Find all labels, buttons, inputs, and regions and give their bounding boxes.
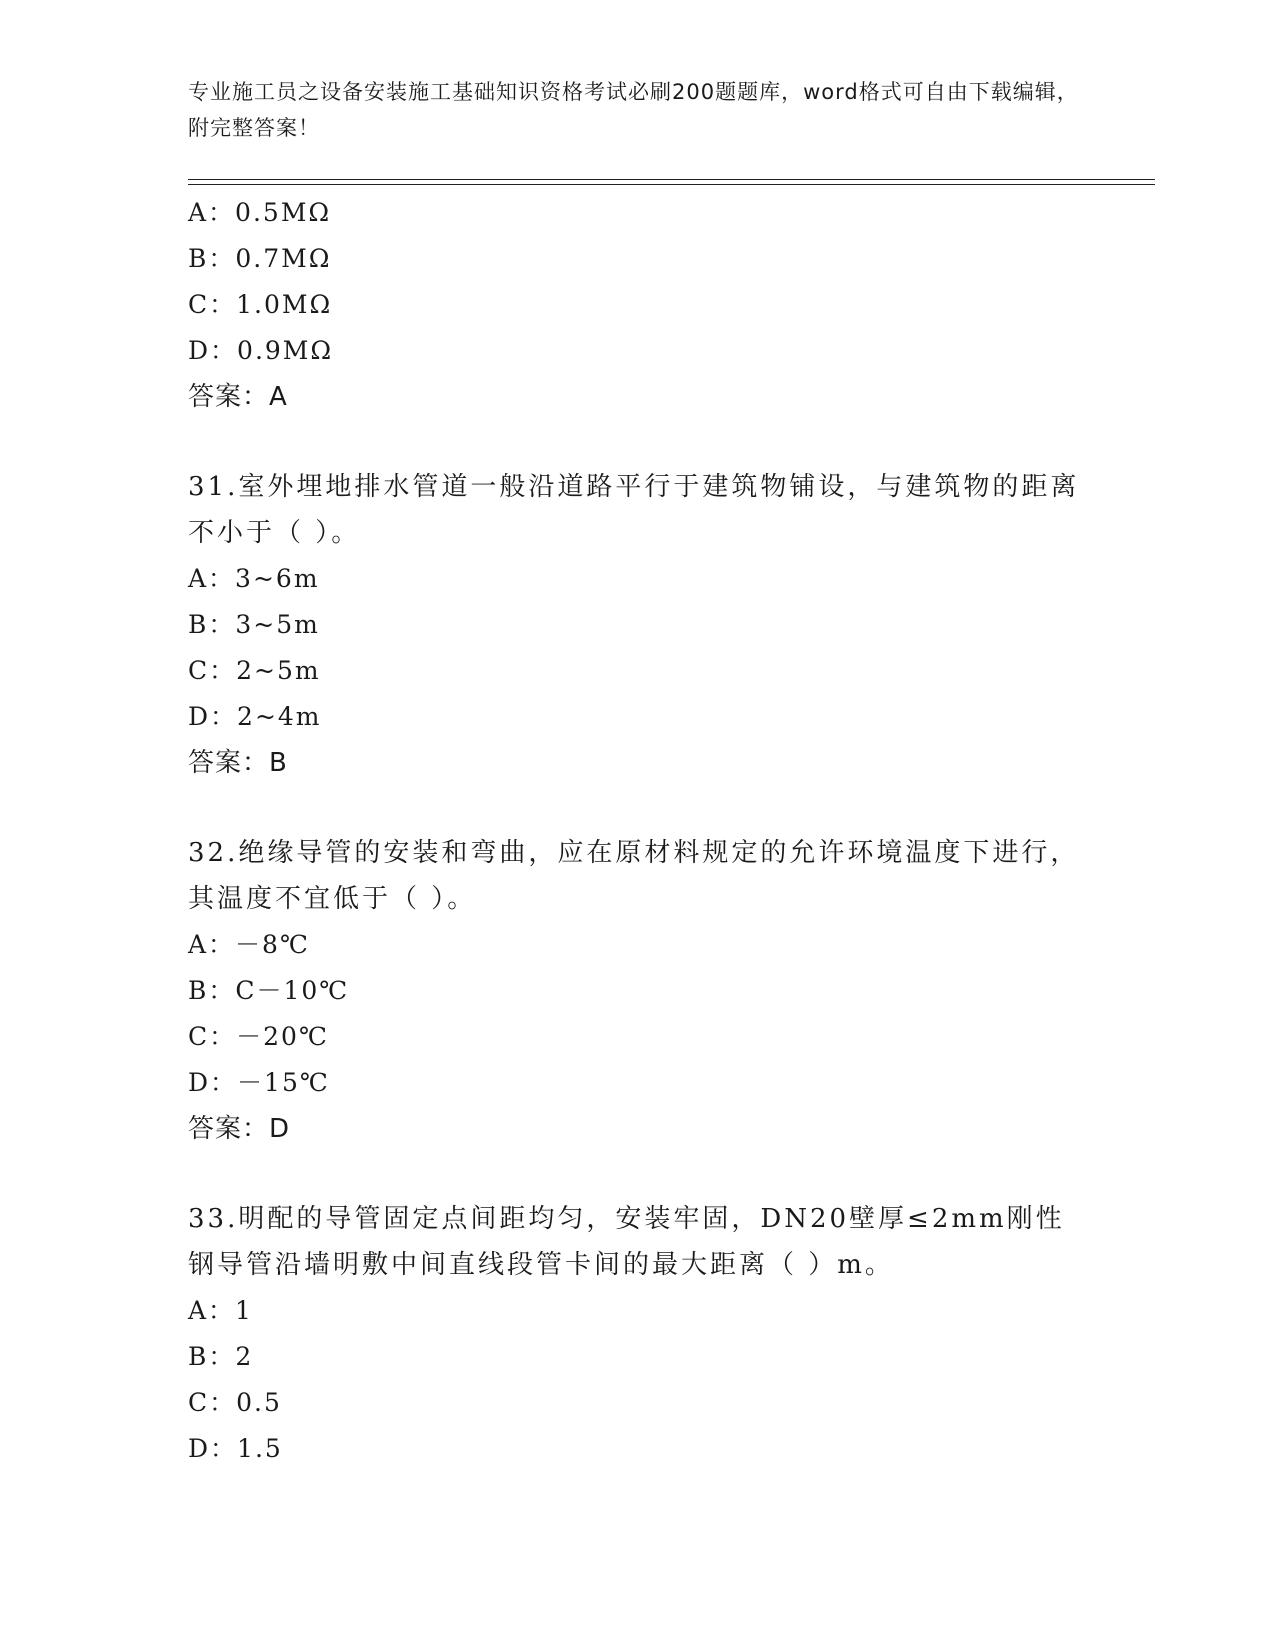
option-d: D：－15℃: [188, 1068, 330, 1097]
answer-text: 答案：B: [188, 748, 288, 778]
question-block-32: [188, 830, 1088, 1152]
option-a: A：－8℃: [188, 930, 310, 959]
answer-text: 答案：A: [188, 382, 288, 412]
option-d: D：1.5: [188, 1434, 283, 1463]
option-a: A：0.5MΩ: [188, 198, 332, 227]
question-text: 31.室外埋地排水管道一般沿道路平行于建筑物铺设，与建筑物的距离不小于（ ）。: [188, 472, 1080, 548]
question-text: 32.绝缘导管的安装和弯曲，应在原材料规定的允许环境温度下进行，其温度不宜低于（ ）。: [188, 838, 1080, 914]
option-d: D：0.9MΩ: [188, 336, 334, 365]
option-c: C：1.0MΩ: [188, 290, 333, 319]
document-header: 专业施工员之设备安装施工基础知识资格考试必刷200题题库，word格式可自由下载编辑，附完整答案！: [188, 80, 1079, 140]
option-b: B：3~5m: [188, 610, 320, 639]
question-block-31: [188, 464, 1088, 786]
option-c: C：2~5m: [188, 656, 321, 685]
option-c: C：0.5: [188, 1388, 282, 1417]
question-text: 33.明配的导管固定点间距均匀，安装牢固，DN20壁厚≤2mm刚性钢导管沿墙明敷中间直线段管卡间的最大距离（ ）m。: [188, 1204, 1065, 1280]
option-c: C：－20℃: [188, 1022, 329, 1051]
option-d: D：2~4m: [188, 702, 322, 731]
header-divider-top: [188, 179, 1155, 180]
option-b: B：2: [188, 1342, 254, 1371]
option-a: A：3~6m: [188, 564, 320, 593]
option-b: B：0.7MΩ: [188, 244, 332, 273]
question-block-33: [188, 1196, 1088, 1472]
option-a: A：1: [188, 1296, 253, 1325]
question-list: [188, 190, 1088, 1472]
option-b: B：C－10℃: [188, 976, 350, 1005]
answer-text: 答案：D: [188, 1114, 291, 1144]
header-divider-bottom: [188, 184, 1155, 185]
question-block-30: [188, 190, 1088, 420]
